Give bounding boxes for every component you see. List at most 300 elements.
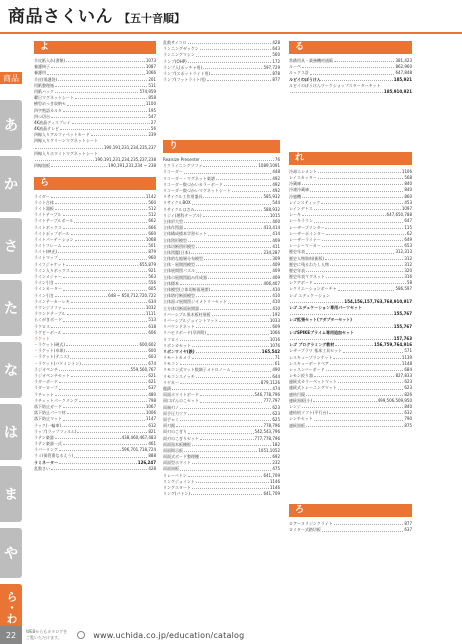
entry-pages: 840 — [404, 181, 412, 187]
entry-name: レインスティック — [289, 199, 321, 205]
entry-pages: 560 — [272, 52, 280, 58]
entry-pages: 512 — [148, 205, 156, 211]
entry-name: 養護用 — [34, 70, 46, 76]
entry-pages: 1097 — [401, 206, 412, 212]
entry-name: レスキューブランケット — [289, 354, 333, 360]
entry-pages: 585,932 — [263, 194, 280, 200]
entry-pages: 410 — [272, 287, 280, 293]
entry-pages: 192 — [272, 311, 280, 317]
leader-dots — [188, 59, 272, 63]
entry-name: 冷却エレメント — [289, 168, 317, 174]
leader-dots — [310, 70, 394, 74]
entry-name: ラック(一輪車) — [34, 422, 62, 428]
entry-name: レゴ プログラミング教材 — [289, 342, 335, 348]
footer — [26, 628, 446, 642]
leader-dots — [71, 373, 147, 377]
entry-name: 両手圧力ツク — [163, 410, 187, 416]
entry-name: ラウンドテーブル — [34, 311, 66, 317]
entry-name: 冷風機 — [289, 193, 301, 199]
entry-pages: 239 — [148, 132, 156, 138]
entry-pages: 621 — [148, 373, 156, 378]
entry-name: 立体・展開図模型 — [163, 262, 195, 268]
leader-dots — [343, 348, 403, 352]
entry-name: 四線入りグリーンマグネットシート — [34, 138, 98, 144]
leader-dots — [321, 200, 403, 204]
entry-pages: 438,460,467,483 — [121, 434, 156, 440]
entry-name: ラグビーボール — [34, 329, 62, 335]
leader-dots — [58, 77, 147, 81]
leader-dots — [330, 361, 401, 365]
side-tab-6[interactable]: は — [0, 404, 22, 460]
entry-name: ランプ入(ポッチャ用) — [163, 64, 203, 70]
entry-name: リコーダー・マグネット楽譜 — [163, 175, 215, 181]
entry-pages: 1089,1091 — [258, 163, 280, 169]
leader-dots — [74, 453, 147, 457]
leader-dots — [200, 306, 271, 310]
leader-dots — [176, 423, 262, 427]
leader-dots — [188, 429, 254, 433]
entry-name: レインデトス — [289, 206, 313, 212]
leader-dots — [203, 65, 262, 69]
leader-dots — [180, 337, 269, 341]
entry-pages: 406,407 — [263, 280, 280, 286]
section-header: る — [289, 41, 412, 54]
entry-name: ラテン楽器 — [34, 434, 54, 440]
entry-pages: 556 — [148, 280, 156, 286]
side-tab-5[interactable]: な — [0, 342, 22, 398]
entry-pages: 777,797 — [263, 398, 280, 404]
entry-name: 両刃のこぎり — [163, 429, 187, 435]
section-header: よ — [34, 41, 156, 54]
entry-name: ライトパーテーション — [34, 236, 74, 242]
entry-name: リング(バトン) — [163, 491, 190, 497]
entry-name: リサイクル工作用器具 — [163, 194, 203, 200]
leader-dots — [232, 188, 271, 192]
entry-name: 立体作図器 — [163, 225, 183, 231]
entry-pages: 312,313 — [395, 249, 412, 255]
entry-name: リサイクルBOX — [163, 200, 191, 206]
entry-pages: 692 — [272, 454, 280, 460]
entry-name: 四つ切台 — [34, 113, 50, 119]
entry-pages: 862,960 — [395, 64, 412, 70]
leader-dots — [192, 343, 269, 347]
leader-dots — [192, 460, 271, 464]
entry-pages: 588,932 — [263, 206, 280, 212]
entry-pages: 1051,1052 — [258, 447, 280, 453]
entry-pages: 411 — [272, 243, 280, 249]
index-column-3 — [289, 40, 412, 534]
leader-dots — [35, 145, 103, 149]
entry-name: レーキラウン — [289, 218, 313, 224]
leader-dots — [55, 280, 147, 284]
entry-pages: 568 — [404, 175, 412, 181]
entry-pages: 621 — [148, 379, 156, 385]
leader-dots — [211, 71, 271, 75]
entry-name: 歴史人物資料(新版) — [289, 255, 325, 261]
entry-pages: 547 — [148, 113, 156, 119]
entry-pages: 600,602 — [139, 342, 156, 348]
entry-name: 冷凍冷蔵庫 — [289, 187, 309, 193]
entry-pages: 637 — [404, 527, 412, 533]
entry-name: レンチセット — [289, 416, 313, 422]
entry-name: リングスタート — [163, 485, 191, 491]
leader-dots — [59, 379, 147, 383]
entry-name: レッスンバーボード — [289, 366, 325, 372]
leader-dots — [71, 231, 148, 235]
leader-dots — [306, 423, 403, 427]
entry-name: リヤカー — [163, 379, 179, 385]
entry-pages: 1139 — [401, 354, 412, 360]
entry-pages: 185,921 — [393, 76, 412, 82]
leader-dots — [302, 64, 394, 68]
index-side-tabs — [0, 38, 22, 624]
entry-pages: 512 — [148, 212, 156, 218]
entry-name: レゴ エデュケーション — [289, 292, 330, 298]
entry-name: 立体標本 — [163, 280, 179, 286]
leader-dots — [228, 299, 271, 303]
leader-dots — [71, 268, 148, 272]
leader-dots — [334, 58, 394, 62]
entry-name: 連続式カラーペットマット — [289, 379, 337, 385]
entry-name: レゴ拡張セット(アダプターセット) — [289, 317, 353, 323]
entry-name: 四字熟語カルタ — [34, 107, 62, 113]
entry-pages: 647 — [404, 218, 412, 224]
entry-name: ラチェットパークリング — [34, 397, 78, 403]
leader-dots — [196, 349, 261, 353]
entry-name: ラジオペンチ — [34, 366, 58, 372]
entry-name: レンジ — [289, 404, 301, 410]
entry-name: ルックス計 — [289, 70, 309, 76]
leader-dots — [313, 398, 377, 402]
entry-name: ランプ(OHP) — [163, 58, 187, 64]
leader-dots — [63, 404, 145, 408]
leader-dots — [67, 311, 145, 315]
entry-pages: 428 — [148, 465, 156, 471]
entry-pages: 409 — [272, 274, 280, 280]
leader-dots — [51, 64, 145, 68]
entry-pages: 410 — [272, 299, 280, 305]
entry-name: レザーブラワ 基本工具セット — [289, 348, 343, 354]
leader-dots — [314, 416, 404, 420]
leader-dots — [63, 441, 148, 445]
leader-dots — [314, 373, 394, 377]
leader-dots — [196, 268, 271, 272]
leader-dots — [77, 429, 147, 433]
entry-pages: 409 — [272, 237, 280, 243]
entry-pages: 798 — [148, 397, 156, 403]
leader-dots — [335, 342, 373, 346]
leader-dots — [196, 52, 272, 56]
leader-dots — [51, 324, 147, 328]
leader-dots — [207, 77, 272, 81]
leader-dots — [180, 417, 271, 421]
side-tab-3[interactable]: さ — [0, 218, 22, 274]
leader-dots — [290, 311, 393, 315]
entry-pages: 826 — [404, 391, 412, 397]
leader-dots — [330, 262, 403, 266]
entry-pages: 960 — [148, 255, 156, 261]
entry-name: 連結円鏡 — [289, 391, 305, 397]
leader-dots — [302, 212, 386, 216]
entry-pages: 618 — [148, 323, 156, 329]
entry-name: レゴSPIKEプライム専用追加セット — [289, 329, 355, 335]
leader-dots — [59, 385, 148, 389]
entry-pages: 1087 — [145, 64, 156, 70]
leader-dots — [306, 392, 403, 396]
leader-dots — [290, 336, 393, 340]
entry-pages: 190,191,231,234,235,237 — [103, 144, 156, 150]
entry-name: ライン引き — [34, 280, 54, 286]
entry-pages: 499,506,509,950 — [377, 397, 412, 403]
entry-name: リモコンスイッチ — [163, 373, 195, 379]
leader-dots — [208, 231, 271, 235]
entry-pages: 185,910,921 — [383, 88, 412, 94]
entry-name: ラダーロープ — [34, 385, 58, 391]
leader-dots — [188, 411, 271, 415]
leader-dots — [322, 237, 403, 241]
leader-dots — [322, 77, 393, 81]
entry-pages: 1068 — [145, 236, 156, 242]
entry-pages: 623 — [404, 385, 412, 391]
entry-pages: 492 — [272, 188, 280, 194]
entry-pages: 879,1126 — [260, 379, 280, 385]
entry-name: ライトポップボール — [34, 230, 70, 236]
entry-name: ライトフレーム — [34, 243, 62, 249]
entry-name: 歴史年表マグネット — [289, 274, 325, 280]
entry-pages: 648 ~ 650,712,720,722 — [108, 292, 156, 298]
leader-dots — [326, 274, 403, 278]
leader-dots — [91, 132, 148, 136]
leader-dots — [180, 405, 271, 409]
entry-name: ルーペ — [289, 64, 301, 70]
index-column-1 — [34, 40, 156, 472]
leader-dots — [63, 108, 148, 112]
leader-dots — [290, 299, 343, 303]
entry-name: 両刃鋸 — [163, 423, 175, 429]
entry-name: 4K液晶テレビ — [34, 126, 60, 132]
leader-dots — [314, 206, 401, 210]
entry-name: 両面掲示板 — [163, 447, 183, 453]
leader-dots — [302, 404, 404, 408]
leader-dots — [232, 367, 272, 371]
leader-dots — [326, 231, 406, 235]
leader-dots — [290, 324, 393, 328]
entry-pages: 600 — [148, 348, 156, 354]
leader-dots — [188, 40, 272, 44]
leader-dots — [66, 262, 138, 266]
entry-pages: 655,879 — [139, 261, 156, 267]
side-tab-2[interactable]: か — [0, 156, 22, 212]
leader-dots — [66, 342, 139, 346]
leader-dots — [63, 317, 147, 321]
page-number: 22 — [0, 626, 22, 644]
entry-name: ライン引き — [34, 292, 54, 298]
entry-pages: 1073 — [145, 58, 156, 63]
entry-pages: 877 — [272, 77, 280, 83]
entry-name: ライトテーブル — [34, 212, 62, 218]
entry-name: ラジオペンチセット — [34, 373, 70, 378]
entry-pages: 1106 — [401, 168, 412, 174]
entry-name: ラクロス — [34, 323, 50, 329]
entry-name: リジイ(理科テーブル) — [163, 212, 202, 218]
side-tab-7[interactable]: ま — [0, 466, 22, 522]
entry-name: ラインメジャー — [34, 274, 62, 279]
leader-dots — [329, 410, 403, 414]
leader-dots — [195, 207, 262, 211]
entry-pages: 666 — [148, 224, 156, 230]
section-header: れ — [289, 152, 412, 165]
leader-dots — [219, 318, 269, 322]
entry-pages: 790 — [404, 416, 412, 422]
leader-dots — [306, 249, 394, 253]
entry-pages: 165,542 — [261, 348, 280, 354]
entry-name: 連結机ソフト(平行台) — [289, 410, 329, 416]
leader-dots — [216, 176, 271, 180]
entry-pages: 461 — [148, 441, 156, 447]
leader-dots — [211, 287, 271, 291]
leader-dots — [184, 219, 271, 223]
entry-pages: 921 — [148, 267, 156, 273]
entry-pages: 201 — [148, 76, 156, 82]
entry-pages: 623 — [404, 379, 412, 385]
leader-dots — [203, 213, 269, 217]
entry-name: ライダー — [34, 193, 50, 199]
entry-name: リバーシブルジョイントマット — [163, 317, 219, 323]
entry-pages: 544 — [272, 200, 280, 206]
entry-pages: 684 — [404, 366, 412, 372]
section-header: り — [163, 140, 280, 153]
entry-name: ラインテーカーレキ — [34, 298, 70, 304]
entry-name: 龍鎖 — [163, 386, 171, 392]
entry-name: ランプ(スポットライト用) — [163, 70, 211, 76]
catalog-url-link[interactable]: www.uchida.co.jp/education/catalog — [93, 630, 245, 640]
entry-name: リフロイ — [163, 336, 179, 342]
leader-dots — [207, 330, 269, 334]
globe-icon — [77, 631, 85, 639]
leader-dots — [79, 398, 148, 402]
entry-pages: 586,597 — [395, 286, 412, 292]
entry-name: 乱数サイコロ — [163, 40, 187, 45]
side-tab-4[interactable]: た — [0, 280, 22, 336]
side-tab-1[interactable]: あ — [0, 100, 22, 150]
entry-name: リハビリボード(早四附) — [163, 330, 207, 336]
page-header — [0, 0, 462, 34]
entry-name: 用紙ハック — [34, 88, 54, 94]
entry-pages: 563 — [148, 274, 156, 279]
leader-dots — [55, 200, 147, 204]
leader-dots — [208, 275, 271, 279]
entry-pages: 641,709 — [263, 491, 280, 497]
entry-pages: 448 — [272, 169, 280, 175]
entry-pages: 126,247 — [137, 459, 156, 465]
entry-pages: 414 — [272, 231, 280, 237]
leader-dots — [196, 479, 269, 483]
leader-dots — [55, 293, 107, 297]
leader-dots — [74, 218, 147, 222]
entry-name: 両面黒板 — [163, 466, 179, 472]
entry-name: 両口げんのこセット — [163, 398, 199, 404]
entry-name: 四線黒板 — [34, 163, 50, 169]
entry-pages: 1066 — [269, 330, 280, 336]
entry-name: 歴史に残るわたし人物 — [289, 261, 329, 267]
entry-pages: 878 — [272, 70, 280, 76]
entry-pages: 309 — [272, 256, 280, 262]
entry-name: リコーダー数づかいカラーボード — [163, 181, 223, 187]
side-tab-0[interactable]: 商品 — [0, 72, 22, 84]
leader-dots — [322, 243, 404, 247]
entry-name: 落下防止マット — [34, 416, 62, 422]
entry-name: 立体形大型 — [163, 218, 183, 224]
leader-dots — [63, 416, 145, 420]
leader-dots — [70, 354, 148, 358]
entry-name: 冷蔵庫 — [289, 181, 301, 187]
entry-name: ラテン楽器一式 — [34, 441, 62, 447]
entry-name: 用紙整理箱 — [34, 82, 54, 88]
leader-dots — [318, 169, 401, 173]
entry-pages: 409 — [272, 268, 280, 274]
leader-dots — [55, 392, 147, 396]
entry-name: ライフジャケット — [34, 261, 66, 267]
entry-pages: 653 — [404, 243, 412, 249]
entry-name: 立体図鑑(日本) — [163, 249, 191, 255]
entry-pages: 1146 — [269, 485, 280, 491]
entry-pages: 511 — [148, 82, 156, 88]
leader-dots — [51, 163, 107, 167]
leader-dots — [333, 355, 400, 359]
leader-dots — [55, 83, 147, 87]
side-tab-8[interactable]: や — [0, 528, 22, 578]
leader-dots — [302, 194, 403, 198]
entry-pages: 644 — [272, 373, 280, 379]
entry-name: ランニングマシン — [163, 52, 195, 58]
leader-dots — [82, 361, 148, 365]
entry-name: 羊皮(保護袋) — [34, 76, 58, 82]
leader-dots — [66, 58, 145, 62]
leader-dots — [200, 392, 254, 396]
entry-pages: 546,778,796 — [254, 392, 280, 398]
entry-name: ライトボックス — [34, 224, 62, 230]
entry-name: リバウンドネット — [163, 324, 195, 330]
entry-name: ・ラケット(卓球) — [34, 348, 65, 354]
leader-dots — [196, 244, 271, 248]
entry-name: 養護椅子 — [34, 64, 50, 70]
entry-name: レーキ — [289, 212, 301, 218]
entry-pages: 232 — [272, 460, 280, 466]
entry-pages: 312 — [404, 261, 412, 267]
entry-pages: 428 — [272, 40, 280, 45]
leader-dots — [192, 355, 274, 359]
leader-dots — [196, 293, 271, 297]
entry-pages: 453 — [404, 199, 412, 205]
entry-name: 常備用具・業務機材通販 — [289, 58, 333, 63]
entry-pages: 605 — [148, 286, 156, 292]
entry-name: Realsize Presenter — [163, 157, 200, 163]
side-tab-9[interactable]: ら・わ — [0, 584, 22, 630]
entry-name: らくがきボード — [34, 317, 62, 323]
entry-name: リコーダー — [163, 169, 183, 175]
entry-name: 両手ゃく — [163, 416, 179, 422]
leader-dots — [172, 386, 271, 390]
entry-pages: 172 — [272, 58, 280, 64]
entry-name: ロアーヌリジンクライト — [289, 521, 333, 527]
entry-name: 両面式ボード整理棚 — [163, 454, 199, 460]
entry-name: 落下防止ガード — [34, 403, 62, 409]
entry-name: 四線入りホワイトマグネットシート — [34, 150, 98, 156]
entry-pages: 1016 — [269, 336, 280, 342]
entry-pages: 1033 — [269, 317, 280, 323]
entry-pages: 1067 — [145, 403, 156, 409]
entry-pages: 490 — [272, 367, 280, 373]
